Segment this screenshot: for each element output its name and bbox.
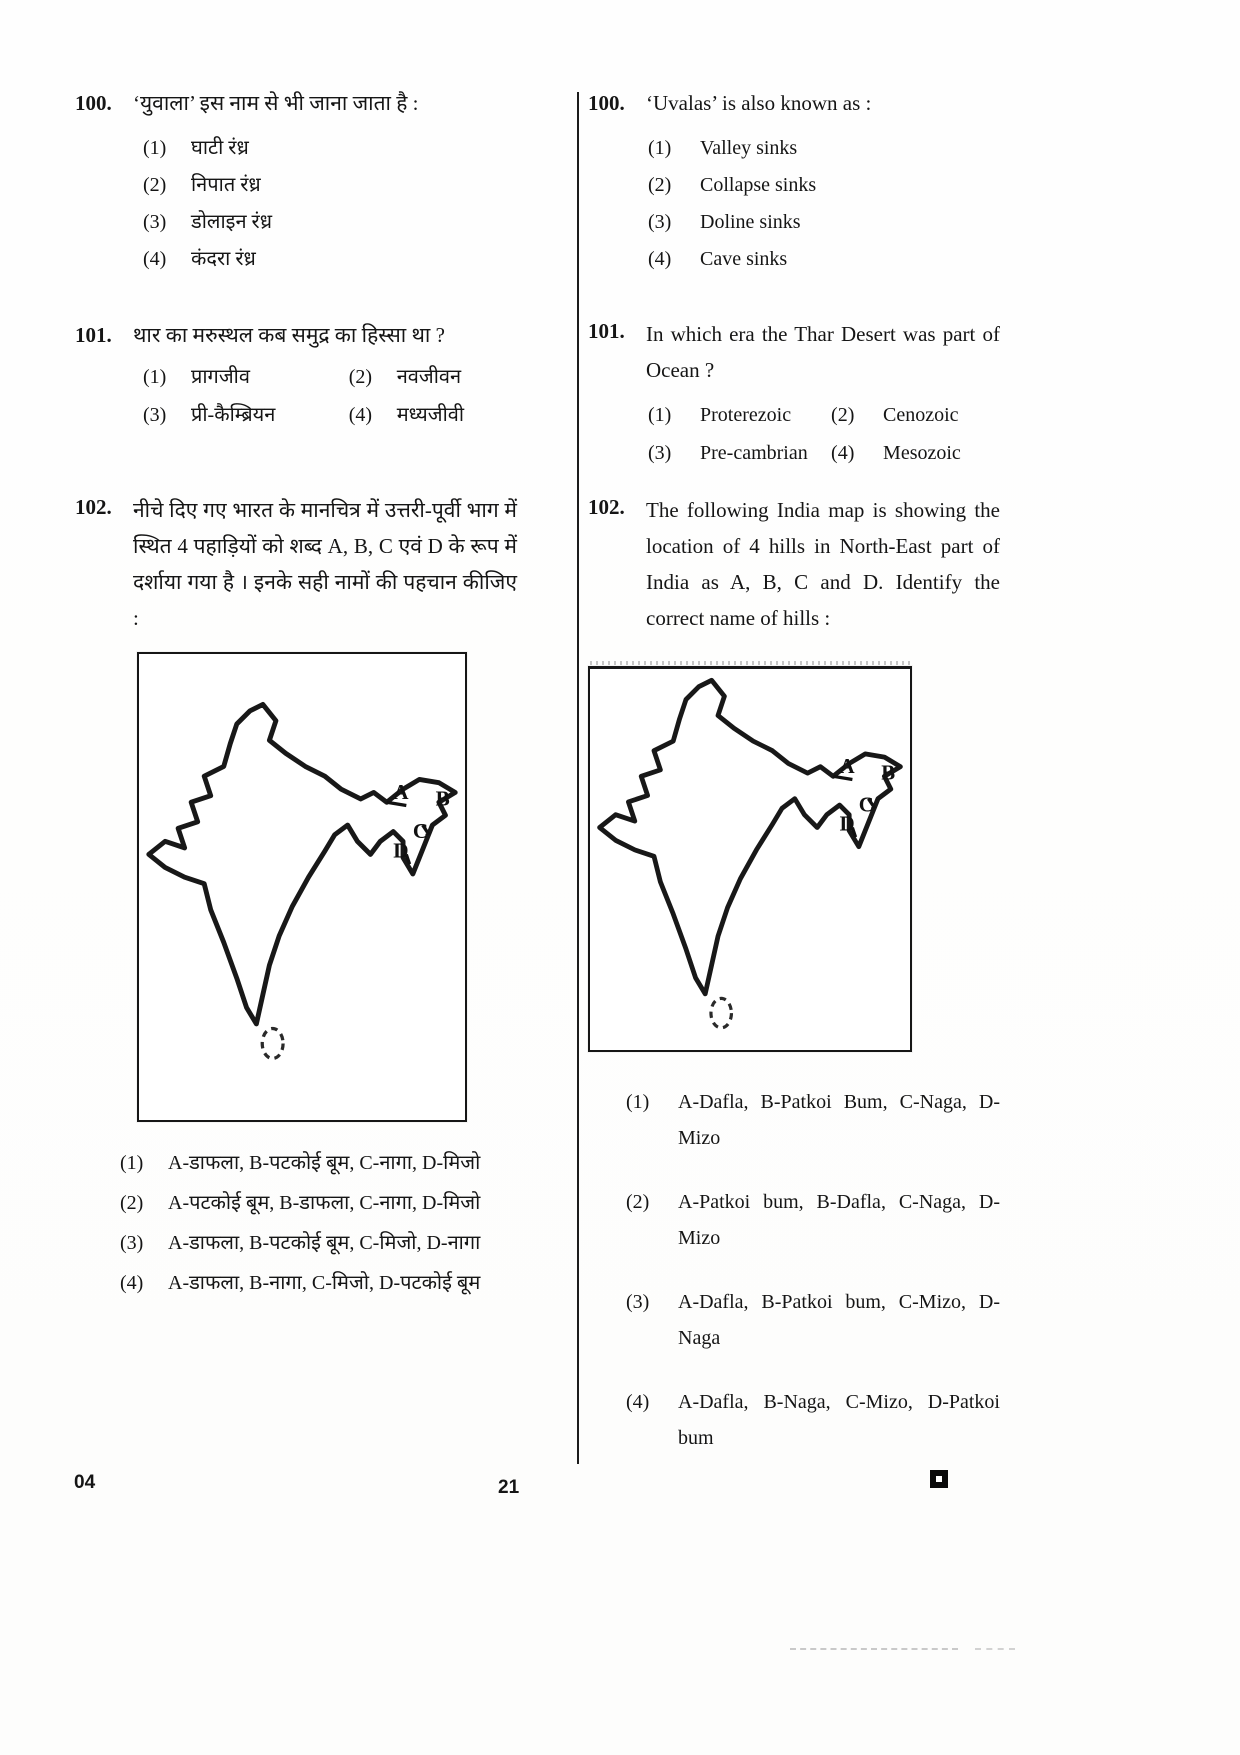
option-text: Collapse sinks	[700, 174, 817, 196]
option-text: A-डाफला, B-पटकोई बूम, C-मिजो, D-नागा	[168, 1232, 481, 1254]
question-number: 101.	[588, 319, 625, 343]
question-number: 100.	[75, 91, 112, 115]
option-4	[143, 241, 517, 278]
question-head	[75, 88, 517, 118]
option-number: (1)	[626, 1091, 650, 1113]
option-list	[588, 130, 1000, 278]
option-text: डोलाइन रंध्र	[191, 211, 273, 233]
option-1	[143, 130, 517, 167]
english-column	[588, 88, 1000, 1484]
option-text: प्रागजीव	[191, 366, 250, 388]
question-head	[588, 316, 1000, 388]
registration-mark-square	[930, 1470, 948, 1488]
question-102-english	[588, 492, 1000, 1456]
option-1	[648, 396, 831, 434]
option-2	[831, 396, 1000, 434]
option-3	[626, 1284, 1000, 1356]
option-number: (1)	[143, 137, 167, 159]
question-head	[588, 88, 1000, 118]
option-text: Cave sinks	[700, 248, 788, 270]
option-3	[120, 1226, 517, 1260]
option-4	[626, 1384, 1000, 1456]
option-1	[648, 130, 1000, 167]
question-text: In which era the Thar Desert was part of Ocean ?	[646, 322, 1000, 382]
sri-lanka-outline	[262, 1028, 283, 1058]
question-number: 101.	[75, 323, 112, 347]
option-number: (2)	[648, 174, 672, 196]
option-text: घाटी रंध्र	[191, 137, 249, 159]
question-text: थार का मरुस्थल कब समुद्र का हिस्सा था ?	[133, 323, 445, 347]
option-text: A-Dafla, B-Patkoi Bum, C-Naga, D-Mizo	[678, 1091, 1000, 1149]
option-2	[626, 1184, 1000, 1256]
question-101-english	[588, 316, 1000, 472]
question-text: ‘Uvalas’ is also known as :	[646, 91, 872, 115]
question-101-hindi	[75, 320, 517, 434]
option-number: (3)	[626, 1291, 650, 1313]
option-4	[120, 1266, 517, 1300]
option-number: (4)	[120, 1272, 144, 1294]
india-outline-svg	[590, 669, 910, 1050]
option-3	[648, 204, 1000, 241]
column-divider	[577, 92, 579, 1464]
option-text: A-पटकोई बूम, B-डाफला, C-नागा, D-मिजो	[168, 1192, 481, 1214]
question-head	[75, 492, 517, 636]
question-head	[75, 320, 517, 350]
option-number: (3)	[648, 211, 672, 233]
india-map-hindi	[137, 652, 467, 1122]
option-text: Pre-cambrian	[700, 442, 808, 464]
option-4	[648, 241, 1000, 278]
option-number: (4)	[648, 248, 672, 270]
option-1	[120, 1146, 517, 1180]
option-number: (1)	[143, 366, 167, 388]
hill-label-a: A	[839, 755, 855, 779]
option-number: (4)	[143, 248, 167, 270]
option-2	[648, 167, 1000, 204]
hill-label-c: C	[858, 793, 874, 817]
page-number: 21	[498, 1477, 520, 1498]
option-2	[120, 1186, 517, 1220]
india-outline-svg	[139, 654, 465, 1120]
option-4	[349, 396, 517, 434]
option-2	[349, 358, 517, 396]
option-grid	[588, 396, 1000, 472]
option-text: A-Dafla, B-Patkoi bum, C-Mizo, D-Naga	[678, 1291, 1000, 1349]
option-list-long	[588, 1084, 1000, 1456]
hill-label-d: D	[393, 838, 409, 863]
option-grid	[75, 358, 517, 434]
question-100-english	[588, 88, 1000, 278]
option-number: (4)	[626, 1391, 650, 1413]
hill-labels	[833, 755, 895, 837]
hill-label-a: A	[393, 779, 409, 804]
option-3	[143, 396, 349, 434]
hill-label-d: D	[839, 812, 855, 836]
option-4	[831, 434, 1000, 472]
option-number: (2)	[120, 1192, 144, 1214]
option-text: Proterezoic	[700, 404, 792, 426]
option-number: (1)	[648, 404, 672, 426]
option-text: A-Patkoi bum, B-Dafla, C-Naga, D-Mizo	[678, 1191, 1000, 1249]
option-text: Cenozoic	[883, 404, 959, 426]
question-number: 100.	[588, 91, 625, 115]
scan-artifact-dashes	[975, 1648, 1015, 1650]
option-text: मध्यजीवी	[396, 404, 465, 426]
option-1	[626, 1084, 1000, 1156]
question-text: The following India map is showing the location of 4 hills in North-East part of India as A, B, C and D. Identify the correct name of hills :	[646, 498, 1000, 630]
option-1	[143, 358, 349, 396]
option-text: नवजीवन	[396, 366, 462, 388]
option-text: Valley sinks	[700, 137, 798, 159]
option-number: (3)	[648, 442, 672, 464]
hindi-column	[75, 88, 517, 1306]
question-number: 102.	[588, 495, 625, 519]
option-text: Mesozoic	[883, 442, 961, 464]
option-number: (1)	[648, 137, 672, 159]
option-number: (3)	[143, 404, 167, 426]
option-number: (2)	[831, 404, 855, 426]
option-text: प्री-कैम्ब्रियन	[191, 404, 276, 426]
option-text: A-डाफला, B-नागा, C-मिजो, D-पटकोई बूम	[168, 1272, 481, 1294]
question-text: नीचे दिए गए भारत के मानचित्र में उत्तरी-पूर्वी भाग में स्थित 4 पहाड़ियों को शब्द A, B, C एवं D के रूप में दर्शाया गया है । इनके सही नामों की पहचान कीजिए :	[133, 498, 517, 630]
hill-label-b: B	[435, 786, 450, 811]
sri-lanka-outline	[711, 998, 731, 1027]
option-3	[143, 204, 517, 241]
option-number: (2)	[143, 174, 167, 196]
question-head	[588, 492, 1000, 636]
option-text: निपात रंध्र	[191, 174, 261, 196]
option-text: A-डाफला, B-पटकोई बूम, C-नागा, D-मिजो	[168, 1152, 481, 1174]
option-number: (1)	[120, 1152, 144, 1174]
scan-hatch-artifact	[590, 661, 910, 665]
option-text: कंदरा रंध्र	[191, 248, 256, 270]
question-102-hindi	[75, 492, 517, 1300]
india-map-english	[588, 666, 912, 1052]
hill-label-c: C	[412, 819, 429, 844]
option-number: (2)	[348, 366, 373, 388]
option-number: (3)	[143, 211, 167, 233]
option-number: (4)	[348, 404, 373, 426]
question-number: 102.	[75, 495, 112, 519]
question-100-hindi	[75, 88, 517, 278]
scan-artifact-dashes	[790, 1648, 958, 1650]
option-text: Doline sinks	[700, 211, 801, 233]
option-number: (4)	[831, 442, 855, 464]
option-2	[143, 167, 517, 204]
option-list-long	[75, 1146, 517, 1300]
option-number: (3)	[120, 1232, 144, 1254]
hill-label-b: B	[881, 761, 896, 785]
option-number: (2)	[626, 1191, 650, 1213]
booklet-code: 04	[74, 1472, 96, 1493]
option-list	[75, 130, 517, 278]
question-text: ‘युवाला’ इस नाम से भी जाना जाता है :	[133, 91, 419, 115]
option-text: A-Dafla, B-Naga, C-Mizo, D-Patkoi bum	[678, 1391, 1000, 1449]
option-3	[648, 434, 831, 472]
